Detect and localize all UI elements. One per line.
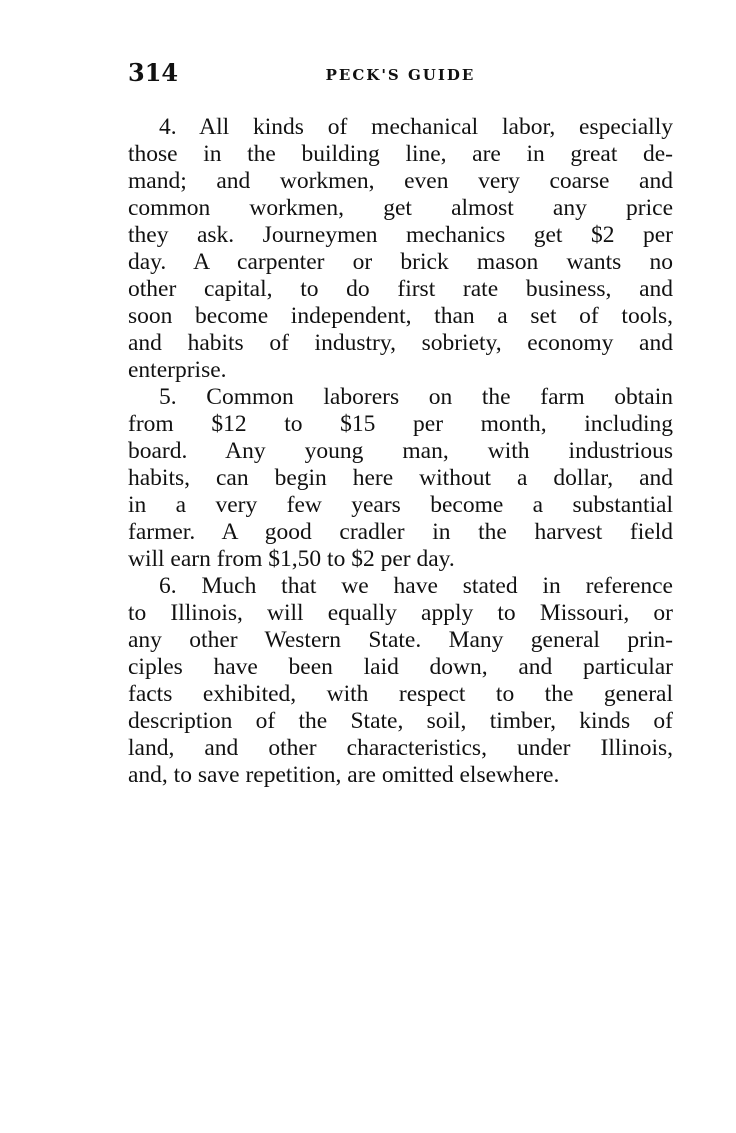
- text-line: soon become independent, than a set of tools,: [128, 303, 673, 329]
- text-line: farmer. A good cradler in the harvest field: [128, 519, 673, 545]
- text-line: enterprise.: [128, 357, 227, 383]
- text-line: and habits of industry, sobriety, economy and: [128, 330, 673, 356]
- text-line: 4. All kinds of mechanical labor, especially: [159, 114, 673, 140]
- text-line: description of the State, soil, timber, kinds of: [128, 708, 673, 734]
- paragraph-6: [128, 573, 673, 789]
- page-header: [128, 58, 673, 92]
- text-line: they ask. Journeymen mechanics get $2 per: [128, 222, 673, 248]
- text-line: 5. Common laborers on the farm obtain: [159, 384, 673, 410]
- body-text: [128, 114, 673, 789]
- text-line: habits, can begin here without a dollar, and: [128, 465, 673, 491]
- text-line: common workmen, get almost any price: [128, 195, 673, 221]
- text-line: day. A carpenter or brick mason wants no: [128, 249, 673, 275]
- running-head: PECK'S GUIDE: [325, 66, 476, 84]
- text-line: to Illinois, will equally apply to Missouri, or: [128, 600, 673, 626]
- text-line: board. Any young man, with industrious: [128, 438, 673, 464]
- text-line: facts exhibited, with respect to the general: [128, 681, 673, 707]
- text-line: mand; and workmen, even very coarse and: [128, 168, 673, 194]
- text-line: land, and other characteristics, under Illinois,: [128, 735, 673, 761]
- text-line: other capital, to do first rate business, and: [128, 276, 673, 302]
- text-line: and, to save repetition, are omitted elsewhere.: [128, 762, 560, 788]
- text-line: in a very few years become a substantial: [128, 492, 673, 518]
- page-number: 314: [128, 58, 179, 87]
- text-line: 6. Much that we have stated in reference: [159, 573, 673, 599]
- paragraph-5: [128, 384, 673, 573]
- text-line: ciples have been laid down, and particular: [128, 654, 673, 680]
- paragraph-4: [128, 114, 673, 384]
- text-line: from $12 to $15 per month, including: [128, 411, 673, 437]
- text-line: those in the building line, are in great de-: [128, 141, 673, 167]
- text-line: will earn from $1,50 to $2 per day.: [128, 546, 455, 572]
- text-line: any other Western State. Many general prin-: [128, 627, 673, 653]
